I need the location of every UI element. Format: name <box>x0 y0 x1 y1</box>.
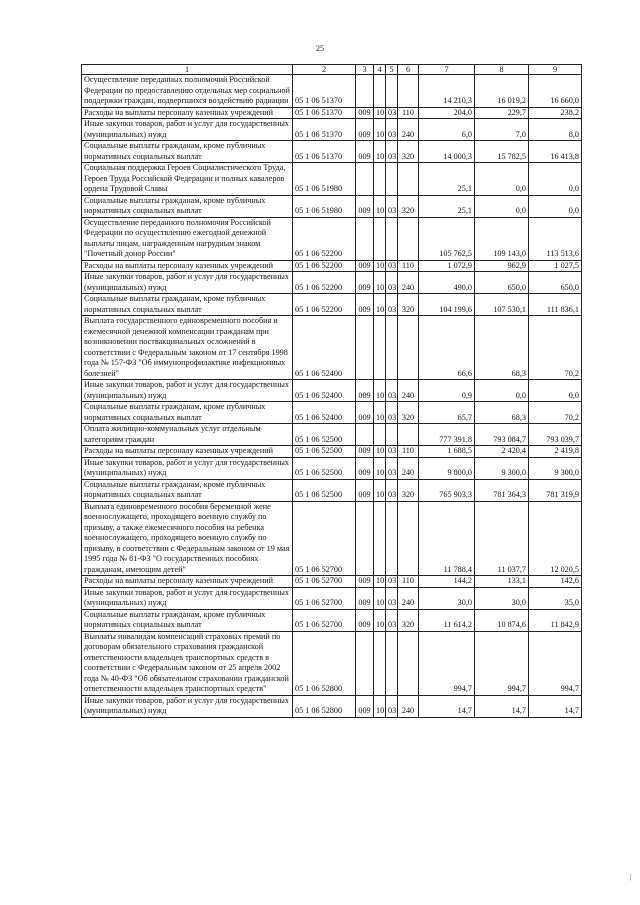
page-edge-mark: | <box>629 873 631 881</box>
budget-code: 05 1 06 52700 <box>293 587 356 609</box>
value-2021: 25,1 <box>419 195 475 217</box>
subsection-code <box>386 631 398 695</box>
table-row <box>82 163 582 196</box>
row-description: Иные закупки товаров, работ и услуг для государственных (муниципальных) нужд <box>82 587 293 609</box>
expense-type-code: 320 <box>398 294 419 316</box>
value-2022: 15 782,5 <box>475 141 529 163</box>
value-2022: 11 037,7 <box>475 501 529 576</box>
value-2023: 650,0 <box>529 272 582 294</box>
budget-code: 05 1 06 51370 <box>293 107 356 119</box>
value-2022: 962,9 <box>475 260 529 272</box>
row-description: Расходы на выплаты персоналу казенных учреждений <box>82 107 293 119</box>
value-2023: 0,0 <box>529 163 582 196</box>
budget-code: 05 1 06 52200 <box>293 294 356 316</box>
ministry-code: 009 <box>356 119 374 141</box>
budget-code: 05 1 06 51370 <box>293 75 356 108</box>
subsection-code: 03 <box>386 479 398 501</box>
value-2022: 133,1 <box>475 576 529 588</box>
value-2021: 765 903,3 <box>419 479 475 501</box>
ministry-code: 009 <box>356 272 374 294</box>
section-code <box>374 75 386 108</box>
expense-type-code <box>398 631 419 695</box>
ministry-code: 009 <box>356 695 374 717</box>
table-row <box>82 631 582 695</box>
value-2022: 30,0 <box>475 587 529 609</box>
value-2022: 0,0 <box>475 195 529 217</box>
ministry-code <box>356 316 374 380</box>
value-2022: 0,0 <box>475 163 529 196</box>
row-description: Расходы на выплаты персоналу казенных учреждений <box>82 260 293 272</box>
section-code: 10 <box>374 479 386 501</box>
subsection-code: 03 <box>386 380 398 402</box>
budget-code: 05 1 06 52200 <box>293 217 356 260</box>
value-2022: 7,0 <box>475 119 529 141</box>
ministry-code: 009 <box>356 294 374 316</box>
expense-type-code <box>398 217 419 260</box>
value-2022: 107 530,1 <box>475 294 529 316</box>
value-2023: 1 027,5 <box>529 260 582 272</box>
subsection-code: 03 <box>386 107 398 119</box>
value-2022: 14,7 <box>475 695 529 717</box>
table-body <box>82 75 582 718</box>
expense-type-code: 320 <box>398 402 419 424</box>
subsection-code: 03 <box>386 609 398 631</box>
value-2023: 70,2 <box>529 316 582 380</box>
column-header: 9 <box>529 65 582 75</box>
value-2023: 14,7 <box>529 695 582 717</box>
section-code: 10 <box>374 272 386 294</box>
value-2021: 6,0 <box>419 119 475 141</box>
column-header: 1 <box>82 65 293 75</box>
subsection-code <box>386 75 398 108</box>
table-row <box>82 695 582 717</box>
budget-code: 05 1 06 52400 <box>293 402 356 424</box>
ministry-code: 009 <box>356 457 374 479</box>
value-2021: 11 614,2 <box>419 609 475 631</box>
ministry-code: 009 <box>356 141 374 163</box>
budget-code: 05 1 06 51370 <box>293 141 356 163</box>
budget-code: 05 1 06 52500 <box>293 479 356 501</box>
section-code <box>374 631 386 695</box>
row-description: Расходы на выплаты персоналу казенных учреждений <box>82 576 293 588</box>
value-2022: 16 019,2 <box>475 75 529 108</box>
value-2021: 777 391,8 <box>419 424 475 446</box>
subsection-code: 03 <box>386 576 398 588</box>
row-description: Социальные выплаты гражданам, кроме публичных нормативных социальных выплат <box>82 609 293 631</box>
value-2023: 16 660,0 <box>529 75 582 108</box>
value-2023: 2 419,8 <box>529 446 582 458</box>
budget-code: 05 1 06 51980 <box>293 163 356 196</box>
subsection-code: 03 <box>386 141 398 163</box>
table-row <box>82 316 582 380</box>
expense-type-code: 320 <box>398 479 419 501</box>
table-row <box>82 587 582 609</box>
row-description: Выплаты инвалидам компенсаций страховых премий по договорам обязательного страхования гражданской ответственности владельцев транспортных средств в соответствии с Федеральным законом от 25 апреля 2002 года № 40-ФЗ "Об обязательном страховании гражданской ответственности владельцев транспортных средств" <box>82 631 293 695</box>
table-row <box>82 141 582 163</box>
ministry-code <box>356 631 374 695</box>
value-2021: 25,1 <box>419 163 475 196</box>
budget-code: 05 1 06 52700 <box>293 501 356 576</box>
table-row <box>82 457 582 479</box>
value-2021: 144,2 <box>419 576 475 588</box>
section-code <box>374 501 386 576</box>
value-2022: 229,7 <box>475 107 529 119</box>
value-2023: 11 842,9 <box>529 609 582 631</box>
value-2023: 238,2 <box>529 107 582 119</box>
subsection-code: 03 <box>386 587 398 609</box>
expense-type-code: 320 <box>398 609 419 631</box>
subsection-code: 03 <box>386 446 398 458</box>
value-2022: 109 143,0 <box>475 217 529 260</box>
value-2022: 2 420,4 <box>475 446 529 458</box>
budget-code: 05 1 06 51980 <box>293 195 356 217</box>
budget-code: 05 1 06 51370 <box>293 119 356 141</box>
value-2023: 0,0 <box>529 195 582 217</box>
budget-table <box>81 64 582 718</box>
section-code: 10 <box>374 119 386 141</box>
value-2023: 9 300,0 <box>529 457 582 479</box>
section-code: 10 <box>374 195 386 217</box>
ministry-code: 009 <box>356 587 374 609</box>
ministry-code <box>356 75 374 108</box>
value-2022: 0,0 <box>475 380 529 402</box>
value-2021: 994,7 <box>419 631 475 695</box>
subsection-code: 03 <box>386 457 398 479</box>
value-2021: 1 072,9 <box>419 260 475 272</box>
column-header: 5 <box>386 65 398 75</box>
column-header: 2 <box>293 65 356 75</box>
expense-type-code: 240 <box>398 587 419 609</box>
table-row <box>82 501 582 576</box>
subsection-code <box>386 163 398 196</box>
value-2022: 10 874,6 <box>475 609 529 631</box>
expense-type-code: 110 <box>398 576 419 588</box>
value-2022: 650,0 <box>475 272 529 294</box>
value-2023: 35,0 <box>529 587 582 609</box>
budget-code: 05 1 06 52800 <box>293 695 356 717</box>
budget-code: 05 1 06 52200 <box>293 272 356 294</box>
table-row <box>82 217 582 260</box>
value-2023: 113 513,6 <box>529 217 582 260</box>
table-row <box>82 380 582 402</box>
row-description: Социальные выплаты гражданам, кроме публичных нормативных социальных выплат <box>82 294 293 316</box>
section-code: 10 <box>374 260 386 272</box>
value-2021: 0,9 <box>419 380 475 402</box>
ministry-code: 009 <box>356 479 374 501</box>
value-2021: 14 000,3 <box>419 141 475 163</box>
section-code: 10 <box>374 294 386 316</box>
row-description: Расходы на выплаты персоналу казенных учреждений <box>82 446 293 458</box>
section-code: 10 <box>374 576 386 588</box>
budget-code: 05 1 06 52500 <box>293 424 356 446</box>
expense-type-code: 110 <box>398 446 419 458</box>
table-row <box>82 402 582 424</box>
ministry-code <box>356 217 374 260</box>
value-2023: 0,0 <box>529 380 582 402</box>
table-row <box>82 195 582 217</box>
column-header: 4 <box>374 65 386 75</box>
value-2021: 490,0 <box>419 272 475 294</box>
table-row <box>82 294 582 316</box>
subsection-code <box>386 217 398 260</box>
value-2023: 111 836,1 <box>529 294 582 316</box>
expense-type-code <box>398 501 419 576</box>
expense-type-code: 240 <box>398 695 419 717</box>
row-description: Социальные выплаты гражданам, кроме публичных нормативных социальных выплат <box>82 402 293 424</box>
section-code: 10 <box>374 107 386 119</box>
section-code: 10 <box>374 402 386 424</box>
value-2021: 105 762,5 <box>419 217 475 260</box>
ministry-code: 009 <box>356 260 374 272</box>
ministry-code: 009 <box>356 402 374 424</box>
expense-type-code <box>398 316 419 380</box>
value-2022: 68,3 <box>475 402 529 424</box>
section-code <box>374 424 386 446</box>
row-description: Осуществление переданного полномочия Российской Федерации по осуществлению ежегодной денежной выплаты лицам, награжденным нагрудным знаком "Почетный донор России" <box>82 217 293 260</box>
value-2021: 14,7 <box>419 695 475 717</box>
ministry-code: 009 <box>356 609 374 631</box>
expense-type-code <box>398 75 419 108</box>
row-description: Социальная поддержка Героев Социалистического Труда, Героев Труда Российской Федерации и полных кавалеров ордена Трудовой Славы <box>82 163 293 196</box>
value-2022: 781 364,3 <box>475 479 529 501</box>
section-code <box>374 217 386 260</box>
value-2021: 104 199,6 <box>419 294 475 316</box>
value-2023: 142,6 <box>529 576 582 588</box>
value-2022: 793 084,7 <box>475 424 529 446</box>
value-2021: 66,6 <box>419 316 475 380</box>
table-header-row <box>82 65 582 75</box>
value-2023: 16 413,8 <box>529 141 582 163</box>
value-2023: 793 039,7 <box>529 424 582 446</box>
section-code: 10 <box>374 380 386 402</box>
budget-code: 05 1 06 52700 <box>293 576 356 588</box>
ministry-code: 009 <box>356 380 374 402</box>
ministry-code <box>356 501 374 576</box>
subsection-code: 03 <box>386 294 398 316</box>
subsection-code: 03 <box>386 272 398 294</box>
column-header: 3 <box>356 65 374 75</box>
table-row <box>82 107 582 119</box>
row-description: Иные закупки товаров, работ и услуг для государственных (муниципальных) нужд <box>82 457 293 479</box>
value-2022: 9 300,0 <box>475 457 529 479</box>
expense-type-code: 240 <box>398 457 419 479</box>
budget-code: 05 1 06 52800 <box>293 631 356 695</box>
ministry-code: 009 <box>356 195 374 217</box>
row-description: Иные закупки товаров, работ и услуг для государственных (муниципальных) нужд <box>82 272 293 294</box>
table-row <box>82 479 582 501</box>
section-code: 10 <box>374 141 386 163</box>
value-2021: 11 788,4 <box>419 501 475 576</box>
ministry-code: 009 <box>356 107 374 119</box>
expense-type-code: 110 <box>398 107 419 119</box>
row-description: Выплата единовременного пособия беременной жене военнослужащего, проходящего военную службу по призыву, а также ежемесячного пособия на ребенка военнослужащего, проходящего военную службу по призыву, в соответствии с Федеральным законом от 19 мая 1995 года № 81-ФЗ "О государственных пособиях гражданам, имеющим детей" <box>82 501 293 576</box>
ministry-code: 009 <box>356 446 374 458</box>
value-2021: 9 800,0 <box>419 457 475 479</box>
section-code: 10 <box>374 446 386 458</box>
page-number: 25 <box>316 44 324 53</box>
table-row <box>82 609 582 631</box>
section-code: 10 <box>374 457 386 479</box>
table-row <box>82 260 582 272</box>
budget-code: 05 1 06 52400 <box>293 316 356 380</box>
value-2023: 70,2 <box>529 402 582 424</box>
subsection-code: 03 <box>386 119 398 141</box>
subsection-code: 03 <box>386 695 398 717</box>
value-2022: 994,7 <box>475 631 529 695</box>
column-header: 7 <box>419 65 475 75</box>
value-2021: 1 688,5 <box>419 446 475 458</box>
subsection-code <box>386 501 398 576</box>
expense-type-code: 320 <box>398 195 419 217</box>
budget-code: 05 1 06 52500 <box>293 457 356 479</box>
value-2021: 65,7 <box>419 402 475 424</box>
row-description: Социальные выплаты гражданам, кроме публичных нормативных социальных выплат <box>82 195 293 217</box>
row-description: Иные закупки товаров, работ и услуг для государственных (муниципальных) нужд <box>82 119 293 141</box>
ministry-code <box>356 163 374 196</box>
expense-type-code <box>398 424 419 446</box>
expense-type-code: 320 <box>398 141 419 163</box>
value-2023: 12 020,5 <box>529 501 582 576</box>
subsection-code <box>386 316 398 380</box>
section-code: 10 <box>374 695 386 717</box>
row-description: Осуществление переданных полномочий Российской Федерации по предоставлению отдельных мер социальной поддержки граждан, подвергшихся воздействию радиации <box>82 75 293 108</box>
table-row <box>82 119 582 141</box>
expense-type-code: 240 <box>398 380 419 402</box>
row-description: Социальные выплаты гражданам, кроме публичных нормативных социальных выплат <box>82 141 293 163</box>
value-2022: 68,3 <box>475 316 529 380</box>
row-description: Оплата жилищно-коммунальных услуг отдельным категориям граждан <box>82 424 293 446</box>
section-code: 10 <box>374 609 386 631</box>
row-description: Социальные выплаты гражданам, кроме публичных нормативных социальных выплат <box>82 479 293 501</box>
expense-type-code: 110 <box>398 260 419 272</box>
section-code <box>374 163 386 196</box>
row-description: Иные закупки товаров, работ и услуг для государственных (муниципальных) нужд <box>82 380 293 402</box>
budget-code: 05 1 06 52700 <box>293 609 356 631</box>
table-row <box>82 272 582 294</box>
value-2023: 781 319,9 <box>529 479 582 501</box>
value-2021: 204,0 <box>419 107 475 119</box>
section-code <box>374 316 386 380</box>
row-description: Выплата государственного единовременного пособия и ежемесячной денежной компенсации гражданам при возникновении поствакцинальных осложнений в соответствии с Федеральным законом от 17 сентября 1998 года № 157-ФЗ "Об иммунопрофилактике инфекционных болезней" <box>82 316 293 380</box>
subsection-code <box>386 424 398 446</box>
column-header: 6 <box>398 65 419 75</box>
subsection-code: 03 <box>386 402 398 424</box>
table-row <box>82 576 582 588</box>
section-code: 10 <box>374 587 386 609</box>
table-row <box>82 424 582 446</box>
expense-type-code: 240 <box>398 119 419 141</box>
budget-code: 05 1 06 52400 <box>293 380 356 402</box>
value-2021: 14 210,3 <box>419 75 475 108</box>
column-header: 8 <box>475 65 529 75</box>
table-row <box>82 446 582 458</box>
value-2023: 994,7 <box>529 631 582 695</box>
ministry-code: 009 <box>356 576 374 588</box>
subsection-code: 03 <box>386 195 398 217</box>
value-2023: 8,0 <box>529 119 582 141</box>
row-description: Иные закупки товаров, работ и услуг для государственных (муниципальных) нужд <box>82 695 293 717</box>
value-2021: 30,0 <box>419 587 475 609</box>
subsection-code: 03 <box>386 260 398 272</box>
budget-code: 05 1 06 52200 <box>293 260 356 272</box>
expense-type-code: 240 <box>398 272 419 294</box>
expense-type-code <box>398 163 419 196</box>
ministry-code <box>356 424 374 446</box>
table-row <box>82 75 582 108</box>
budget-code: 05 1 06 52500 <box>293 446 356 458</box>
